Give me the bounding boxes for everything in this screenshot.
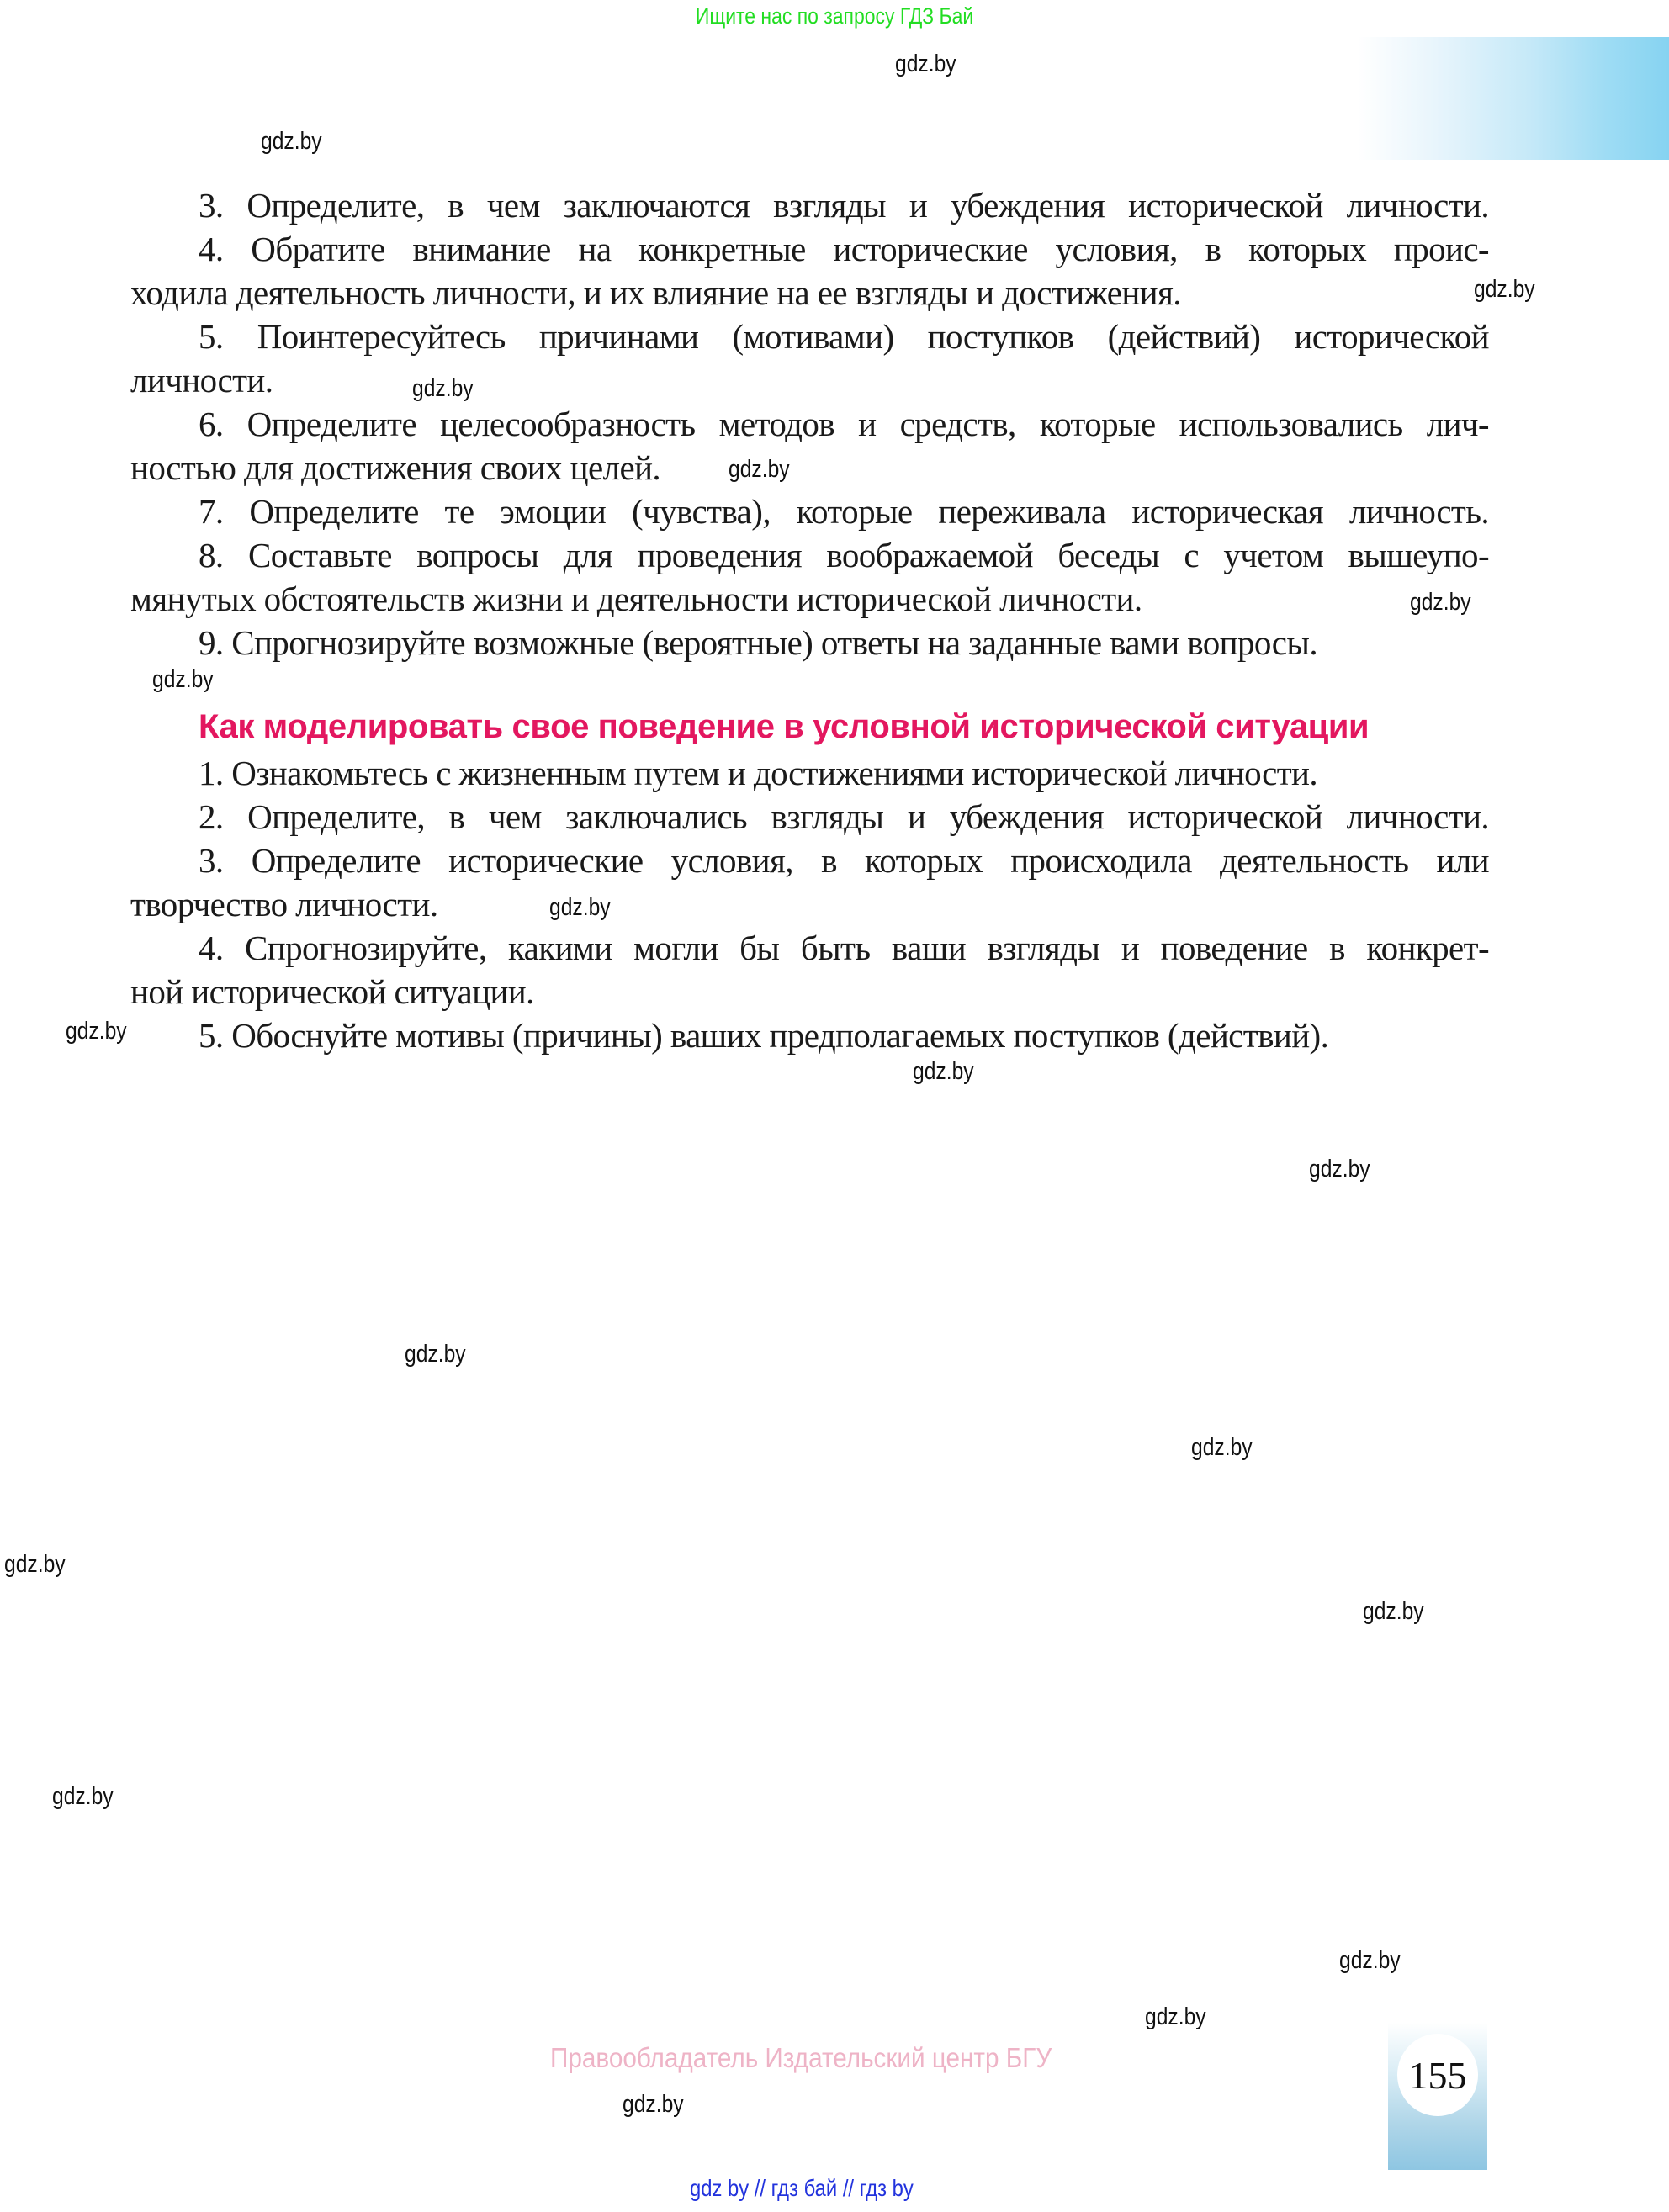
list-item-6-cont: ностью для достижения своих целей. bbox=[130, 448, 661, 487]
watermark: gdz.by bbox=[1339, 1947, 1401, 1974]
step-item-5: 5. Обоснуйте мотивы (причины) ваших предполагаемых поступков (действий). bbox=[199, 1016, 1329, 1055]
watermark: gdz.by bbox=[1309, 1156, 1370, 1183]
list-item-9: 9. Спрогнозируйте возможные (вероятные) ответы на заданные вами вопросы. bbox=[199, 623, 1318, 662]
watermark: gdz.by bbox=[152, 666, 214, 693]
section-heading: Как моделировать свое поведение в условной исторической ситуации bbox=[199, 708, 1370, 745]
top-search-banner: Ищите нас по запросу ГДЗ Бай bbox=[695, 3, 974, 29]
watermark: gdz.by bbox=[895, 50, 956, 77]
watermark: gdz.by bbox=[1191, 1434, 1253, 1461]
watermark: gdz.by bbox=[1145, 2003, 1206, 2030]
watermark: gdz.by bbox=[412, 375, 474, 402]
step-item-2: 2. Определите, в чем заключались взгляды и убеждения исторической личности. bbox=[199, 797, 1489, 836]
step-item-3: 3. Определите исторические условия, в которых происходила деятельность или bbox=[199, 841, 1489, 880]
list-item-8-cont: мянутых обстоятельств жизни и деятельности исторической личности. bbox=[130, 579, 1142, 618]
page-number: 155 bbox=[1397, 2034, 1478, 2116]
copyright-notice: Правообладатель Издательский центр БГУ bbox=[550, 2042, 1052, 2073]
step-item-3-cont: творчество личности. bbox=[130, 885, 438, 923]
watermark: gdz.by bbox=[405, 1341, 466, 1368]
list-item-3: 3. Определите, в чем заключаются взгляды и убеждения исторической личности. bbox=[199, 186, 1489, 225]
watermark: gdz.by bbox=[52, 1783, 114, 1810]
bottom-site-links[interactable]: gdz by // гдз бай // гдз by bbox=[690, 2175, 914, 2201]
step-item-4-cont: ной исторической ситуации. bbox=[130, 972, 534, 1011]
watermark: gdz.by bbox=[729, 456, 790, 483]
list-item-4-cont: ходила деятельность личности, и их влияние на ее взгляды и достижения. bbox=[130, 273, 1181, 312]
list-item-4: 4. Обратите внимание на конкретные исторические условия, в которых проис- bbox=[199, 230, 1489, 268]
step-item-1: 1. Ознакомьтесь с жизненным путем и достижениями исторической личности. bbox=[199, 754, 1317, 792]
list-item-8: 8. Составьте вопросы для проведения воображаемой беседы с учетом вышеупо- bbox=[199, 536, 1489, 574]
watermark: gdz.by bbox=[623, 2091, 684, 2118]
watermark: gdz.by bbox=[1474, 276, 1535, 303]
watermark: gdz.by bbox=[1363, 1598, 1424, 1625]
watermark: gdz.by bbox=[4, 1551, 66, 1578]
watermark: gdz.by bbox=[261, 128, 322, 155]
list-item-5-cont: личности. bbox=[130, 361, 273, 400]
corner-gradient-decoration bbox=[1358, 37, 1669, 160]
list-item-7: 7. Определите те эмоции (чувства), которые переживала историческая личность. bbox=[199, 492, 1489, 531]
list-item-6: 6. Определите целесообразность методов и средств, которые использовались лич- bbox=[199, 405, 1489, 443]
step-item-4: 4. Спрогнозируйте, какими могли бы быть ваши взгляды и поведение в конкрет- bbox=[199, 929, 1489, 967]
watermark: gdz.by bbox=[913, 1058, 974, 1085]
watermark: gdz.by bbox=[549, 894, 611, 921]
list-item-5: 5. Поинтересуйтесь причинами (мотивами) поступков (действий) исторической bbox=[199, 317, 1489, 356]
watermark: gdz.by bbox=[66, 1018, 127, 1045]
watermark: gdz.by bbox=[1410, 589, 1471, 616]
